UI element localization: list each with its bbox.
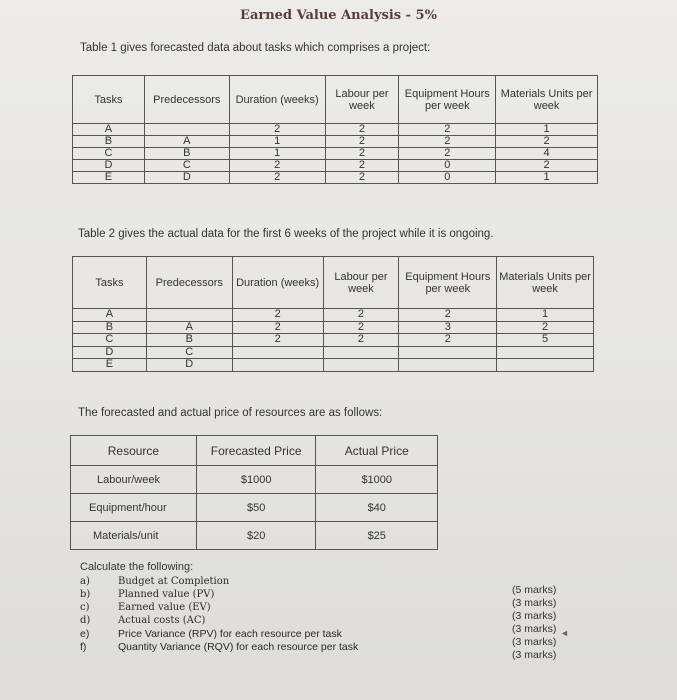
resource-cell: Equipment/hour — [71, 494, 197, 522]
labour-cell — [323, 346, 399, 359]
equipment-cell: 2 — [399, 136, 496, 148]
forecast-price-cell: $50 — [196, 494, 316, 522]
header-equipment: Equipment Hours per week — [399, 257, 497, 309]
list-item — [80, 628, 358, 641]
header-labour: Labour per week — [323, 257, 399, 309]
equipment-cell: 2 — [399, 309, 497, 322]
task-cell: B — [73, 136, 145, 148]
duration-cell: 2 — [232, 309, 323, 322]
labour-cell: 2 — [325, 172, 399, 184]
predecessor-cell — [144, 124, 229, 136]
predecessor-cell: B — [144, 148, 229, 160]
task-cell: E — [73, 172, 145, 184]
actual-header-row — [73, 257, 594, 309]
labour-cell: 2 — [325, 136, 399, 148]
list-item — [80, 576, 358, 589]
task-cell: D — [73, 346, 147, 359]
price-table — [70, 435, 438, 550]
forecast-price-cell: $20 — [196, 522, 316, 550]
table-row — [71, 494, 438, 522]
task-cell: E — [73, 359, 147, 372]
predecessor-cell: A — [144, 136, 229, 148]
marks-label: (3 marks) — [512, 597, 557, 609]
task-cell: C — [73, 148, 145, 160]
table-row — [73, 160, 598, 172]
header-predecessors: Predecessors — [146, 257, 232, 309]
predecessor-cell: C — [146, 346, 232, 359]
materials-cell: 2 — [497, 321, 594, 334]
duration-cell: 2 — [229, 160, 325, 172]
question-text: Planned value (PV) — [118, 589, 215, 600]
table-row — [73, 334, 594, 347]
actual-price-cell: $40 — [316, 494, 438, 522]
equipment-cell — [399, 359, 497, 372]
header-materials: Materials Units per week — [497, 257, 594, 309]
header-tasks: Tasks — [73, 257, 147, 309]
table-row — [73, 172, 598, 184]
actual-price-cell: $25 — [316, 522, 438, 550]
question-text: Budget at Completion — [118, 576, 230, 587]
table-row — [73, 148, 598, 160]
question-text: Quantity Variance (RQV) for each resource per task — [118, 641, 359, 653]
header-resource: Resource — [71, 436, 197, 466]
header-equipment: Equipment Hours per week — [399, 76, 496, 124]
question-text: Actual costs (AC) — [118, 615, 206, 626]
forecast-price-cell: $1000 — [196, 466, 316, 494]
actual-table — [72, 256, 594, 372]
equipment-cell — [399, 346, 497, 359]
marks-label: (3 marks) — [512, 649, 557, 661]
question-list — [80, 576, 358, 654]
table-row — [73, 346, 594, 359]
cursor-arrow-icon: ◄ — [560, 628, 569, 638]
marks-label: (3 marks) — [512, 636, 557, 648]
materials-cell: 4 — [496, 148, 598, 160]
equipment-cell: 3 — [399, 321, 497, 334]
forecast-header-row — [73, 76, 598, 124]
header-forecasted-price: Forecasted Price — [196, 436, 316, 466]
resource-cell: Labour/week — [71, 466, 197, 494]
table-row — [73, 359, 594, 372]
table2-caption: Table 2 gives the actual data for the first 6 weeks of the project while it is ongoing. — [78, 228, 494, 240]
calc-intro: Calculate the following: — [80, 561, 194, 573]
marks-label: (5 marks) — [512, 584, 557, 596]
labour-cell: 2 — [325, 124, 399, 136]
list-item — [80, 615, 358, 628]
table3-caption: The forecasted and actual price of resources are as follows: — [78, 407, 383, 419]
question-text: Earned value (EV) — [118, 602, 211, 613]
marks-label: (3 marks) — [512, 610, 557, 622]
labour-cell — [323, 359, 399, 372]
document-title: Earned Value Analysis - 5% — [240, 8, 437, 23]
header-tasks: Tasks — [73, 76, 145, 124]
question-label: c) — [80, 602, 90, 613]
question-label: a) — [80, 576, 90, 587]
materials-cell — [497, 359, 594, 372]
duration-cell: 1 — [229, 136, 325, 148]
duration-cell: 1 — [229, 148, 325, 160]
duration-cell: 2 — [232, 321, 323, 334]
list-item — [80, 602, 358, 615]
table-row — [71, 522, 438, 550]
labour-cell: 2 — [323, 321, 399, 334]
header-labour: Labour per week — [325, 76, 399, 124]
materials-cell — [497, 346, 594, 359]
equipment-cell: 0 — [399, 172, 496, 184]
question-label: b) — [80, 589, 91, 600]
predecessor-cell: D — [146, 359, 232, 372]
materials-cell: 1 — [497, 309, 594, 322]
equipment-cell: 2 — [399, 148, 496, 160]
resource-cell: Materials/unit — [71, 522, 197, 550]
task-cell: C — [73, 334, 147, 347]
table-row — [73, 124, 598, 136]
materials-cell: 1 — [496, 124, 598, 136]
header-duration: Duration (weeks) — [232, 257, 323, 309]
header-materials: Materials Units per week — [496, 76, 598, 124]
duration-cell: 2 — [232, 334, 323, 347]
table-row — [73, 309, 594, 322]
question-label: d) — [80, 615, 91, 626]
price-header-row — [71, 436, 438, 466]
equipment-cell: 2 — [399, 334, 497, 347]
task-cell: B — [73, 321, 147, 334]
labour-cell: 2 — [323, 309, 399, 322]
list-item — [80, 589, 358, 602]
labour-cell: 2 — [325, 148, 399, 160]
duration-cell — [232, 359, 323, 372]
question-text: Price Variance (RPV) for each resource per task — [118, 628, 342, 640]
equipment-cell: 0 — [399, 160, 496, 172]
predecessor-cell: D — [144, 172, 229, 184]
list-item — [80, 641, 358, 654]
predecessor-cell: A — [146, 321, 232, 334]
materials-cell: 2 — [496, 160, 598, 172]
predecessor-cell — [146, 309, 232, 322]
task-cell: D — [73, 160, 145, 172]
forecast-table — [72, 75, 598, 184]
task-cell: A — [73, 309, 147, 322]
table-row — [71, 466, 438, 494]
marks-label: (3 marks) — [512, 623, 557, 635]
table-row — [73, 321, 594, 334]
labour-cell: 2 — [325, 160, 399, 172]
actual-price-cell: $1000 — [316, 466, 438, 494]
predecessor-cell: B — [146, 334, 232, 347]
equipment-cell: 2 — [399, 124, 496, 136]
header-predecessors: Predecessors — [144, 76, 229, 124]
labour-cell: 2 — [323, 334, 399, 347]
duration-cell — [232, 346, 323, 359]
predecessor-cell: C — [144, 160, 229, 172]
duration-cell: 2 — [229, 172, 325, 184]
task-cell: A — [73, 124, 145, 136]
marks-column — [512, 584, 556, 662]
materials-cell: 2 — [496, 136, 598, 148]
header-duration: Duration (weeks) — [229, 76, 325, 124]
table-row — [73, 136, 598, 148]
duration-cell: 2 — [229, 124, 325, 136]
question-label: e) — [80, 628, 90, 640]
materials-cell: 5 — [497, 334, 594, 347]
question-label: f) — [80, 641, 87, 653]
header-actual-price: Actual Price — [316, 436, 438, 466]
table1-caption: Table 1 gives forecasted data about tasks which comprises a project: — [80, 42, 431, 54]
materials-cell: 1 — [496, 172, 598, 184]
